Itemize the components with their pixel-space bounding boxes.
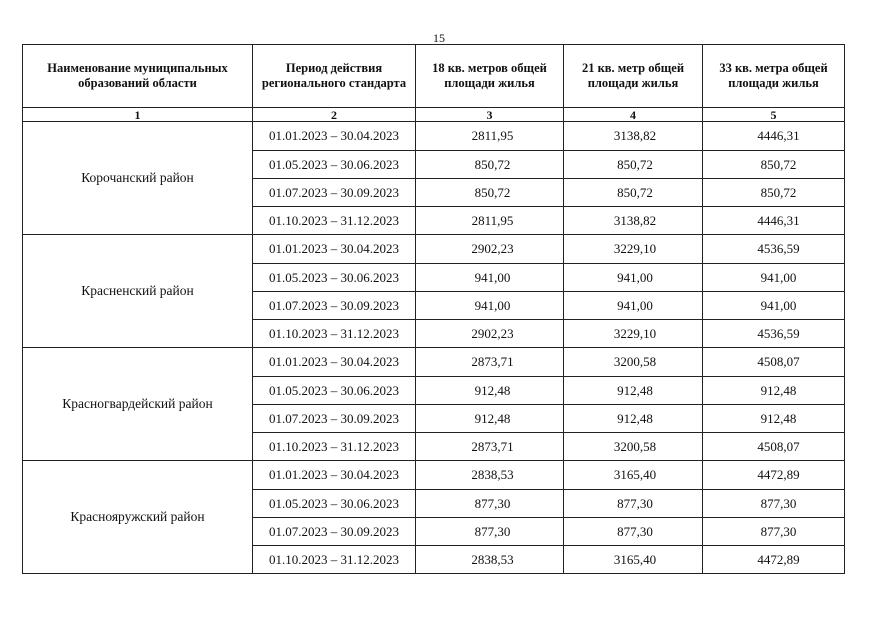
value-18-sqm: 2902,23 (471, 241, 514, 256)
period-cell: 01.05.2023 – 30.06.2023 (253, 490, 416, 518)
value-33-sqm-cell (703, 490, 845, 518)
value-18-sqm: 2873,71 (471, 438, 514, 454)
period-cell: 01.10.2023 – 31.12.2023 (253, 433, 416, 461)
value-33-sqm: 4472,89 (757, 467, 800, 482)
header-18-sqm: 18 кв. метров общей площади жилья (416, 45, 564, 108)
value-33-sqm: 4536,59 (757, 241, 800, 256)
value-21-sqm-cell (564, 179, 703, 207)
value-21-sqm: 912,48 (617, 410, 653, 426)
value-21-sqm: 941,00 (617, 269, 653, 285)
period-cell: 01.07.2023 – 30.09.2023 (253, 292, 416, 320)
page-number: 15 (433, 31, 445, 45)
value-33-sqm: 877,30 (760, 523, 797, 539)
value-21-sqm-cell (564, 292, 703, 320)
value-33-sqm-cell (703, 292, 845, 320)
value-33-sqm-cell (703, 377, 845, 405)
value-33-sqm: 912,48 (760, 410, 797, 426)
district-name: Краснояружский район (23, 461, 253, 574)
value-18-sqm: 850,72 (474, 184, 511, 200)
district-name: Красногвардейский район (23, 348, 253, 461)
table-body (23, 122, 845, 574)
header-33-sqm: 33 кв. метра общей площади жилья (703, 45, 845, 108)
value-33-sqm: 912,48 (760, 382, 797, 398)
period-cell: 01.05.2023 – 30.06.2023 (253, 151, 416, 179)
value-21-sqm: 3200,58 (613, 354, 657, 369)
value-18-sqm: 912,48 (474, 382, 511, 398)
period-cell: 01.01.2023 – 30.04.2023 (253, 461, 416, 490)
column-number-row (23, 108, 845, 122)
value-33-sqm: 850,72 (760, 184, 797, 200)
value-18-sqm-cell (416, 490, 564, 518)
value-33-sqm-cell (703, 320, 845, 348)
value-18-sqm-cell (416, 461, 564, 490)
value-33-sqm-cell (703, 518, 845, 546)
value-21-sqm: 912,48 (617, 382, 653, 398)
value-21-sqm: 3200,58 (613, 438, 657, 454)
value-18-sqm: 877,30 (474, 523, 511, 539)
value-33-sqm-cell (703, 348, 845, 377)
value-21-sqm-cell (564, 235, 703, 264)
value-21-sqm-cell (564, 348, 703, 377)
value-33-sqm-cell (703, 235, 845, 264)
header-21-sqm: 21 кв. метр общей площади жилья (564, 45, 703, 108)
period-cell: 01.05.2023 – 30.06.2023 (253, 377, 416, 405)
value-33-sqm: 941,00 (760, 269, 797, 285)
value-33-sqm: 4446,31 (757, 212, 800, 228)
period-cell: 01.01.2023 – 30.04.2023 (253, 122, 416, 151)
value-21-sqm-cell (564, 377, 703, 405)
value-18-sqm: 2811,95 (471, 212, 514, 228)
value-21-sqm-cell (564, 433, 703, 461)
value-21-sqm-cell (564, 405, 703, 433)
period-cell: 01.10.2023 – 31.12.2023 (253, 320, 416, 348)
header-period: Период действия регионального стандарта (253, 45, 416, 108)
value-33-sqm-cell (703, 546, 845, 574)
value-18-sqm-cell (416, 405, 564, 433)
value-21-sqm: 3229,10 (613, 325, 657, 341)
value-21-sqm-cell (564, 207, 703, 235)
value-18-sqm-cell (416, 377, 564, 405)
value-21-sqm-cell (564, 461, 703, 490)
value-33-sqm: 4508,07 (757, 354, 800, 369)
value-21-sqm: 3138,82 (613, 212, 657, 228)
value-33-sqm: 4446,31 (757, 128, 800, 143)
value-21-sqm: 850,72 (617, 156, 653, 172)
period-cell: 01.01.2023 – 30.04.2023 (253, 235, 416, 264)
period-cell: 01.07.2023 – 30.09.2023 (253, 518, 416, 546)
value-33-sqm: 4472,89 (757, 551, 800, 567)
table-header-row (23, 45, 845, 108)
value-33-sqm: 4508,07 (757, 438, 800, 454)
value-18-sqm-cell (416, 518, 564, 546)
value-18-sqm-cell (416, 320, 564, 348)
period-cell: 01.10.2023 – 31.12.2023 (253, 207, 416, 235)
value-21-sqm-cell (564, 320, 703, 348)
value-21-sqm: 3229,10 (613, 241, 657, 256)
value-18-sqm: 2873,71 (471, 354, 514, 369)
value-18-sqm: 2838,53 (471, 551, 514, 567)
column-number: 2 (253, 108, 416, 122)
period-cell: 01.07.2023 – 30.09.2023 (253, 405, 416, 433)
value-18-sqm: 2811,95 (471, 128, 514, 143)
period-cell: 01.05.2023 – 30.06.2023 (253, 264, 416, 292)
value-18-sqm-cell (416, 207, 564, 235)
value-18-sqm: 850,72 (474, 156, 511, 172)
value-18-sqm-cell (416, 546, 564, 574)
column-number: 1 (23, 108, 253, 122)
value-33-sqm: 877,30 (760, 495, 797, 511)
value-18-sqm-cell (416, 292, 564, 320)
value-18-sqm-cell (416, 433, 564, 461)
header-municipality: Наименование муниципальных образований области (23, 45, 253, 108)
district-name: Корочанский район (23, 122, 253, 235)
value-21-sqm-cell (564, 490, 703, 518)
value-18-sqm: 941,00 (474, 269, 511, 285)
value-33-sqm: 4536,59 (757, 325, 800, 341)
value-21-sqm-cell (564, 518, 703, 546)
value-18-sqm: 941,00 (474, 297, 511, 313)
value-33-sqm-cell (703, 151, 845, 179)
value-33-sqm-cell (703, 179, 845, 207)
value-18-sqm: 2902,23 (471, 325, 514, 341)
value-18-sqm-cell (416, 235, 564, 264)
table-row (23, 235, 845, 264)
value-18-sqm-cell (416, 348, 564, 377)
district-name: Красненский район (23, 235, 253, 348)
column-number: 3 (416, 108, 564, 122)
value-21-sqm: 941,00 (617, 297, 653, 313)
value-33-sqm-cell (703, 122, 845, 151)
table-row (23, 122, 845, 151)
value-21-sqm-cell (564, 264, 703, 292)
value-33-sqm-cell (703, 433, 845, 461)
value-21-sqm-cell (564, 151, 703, 179)
value-33-sqm-cell (703, 405, 845, 433)
value-21-sqm: 3165,40 (613, 467, 657, 482)
value-21-sqm-cell (564, 546, 703, 574)
value-21-sqm: 877,30 (617, 495, 653, 511)
value-33-sqm: 850,72 (760, 156, 797, 172)
value-21-sqm: 850,72 (617, 184, 653, 200)
period-cell: 01.10.2023 – 31.12.2023 (253, 546, 416, 574)
column-number: 5 (703, 108, 845, 122)
period-cell: 01.07.2023 – 30.09.2023 (253, 179, 416, 207)
table-row (23, 348, 845, 377)
value-18-sqm: 912,48 (474, 410, 511, 426)
value-18-sqm: 877,30 (474, 495, 511, 511)
value-18-sqm-cell (416, 264, 564, 292)
value-18-sqm-cell (416, 122, 564, 151)
value-18-sqm-cell (416, 179, 564, 207)
value-33-sqm: 941,00 (760, 297, 797, 313)
regional-standard-table (22, 44, 845, 574)
value-18-sqm: 2838,53 (471, 467, 514, 482)
value-18-sqm-cell (416, 151, 564, 179)
column-number: 4 (564, 108, 703, 122)
table-row (23, 461, 845, 490)
value-33-sqm-cell (703, 264, 845, 292)
value-21-sqm-cell (564, 122, 703, 151)
value-33-sqm-cell (703, 207, 845, 235)
period-cell: 01.01.2023 – 30.04.2023 (253, 348, 416, 377)
value-21-sqm: 877,30 (617, 523, 653, 539)
value-21-sqm: 3138,82 (613, 128, 657, 143)
value-33-sqm-cell (703, 461, 845, 490)
value-21-sqm: 3165,40 (613, 551, 657, 567)
